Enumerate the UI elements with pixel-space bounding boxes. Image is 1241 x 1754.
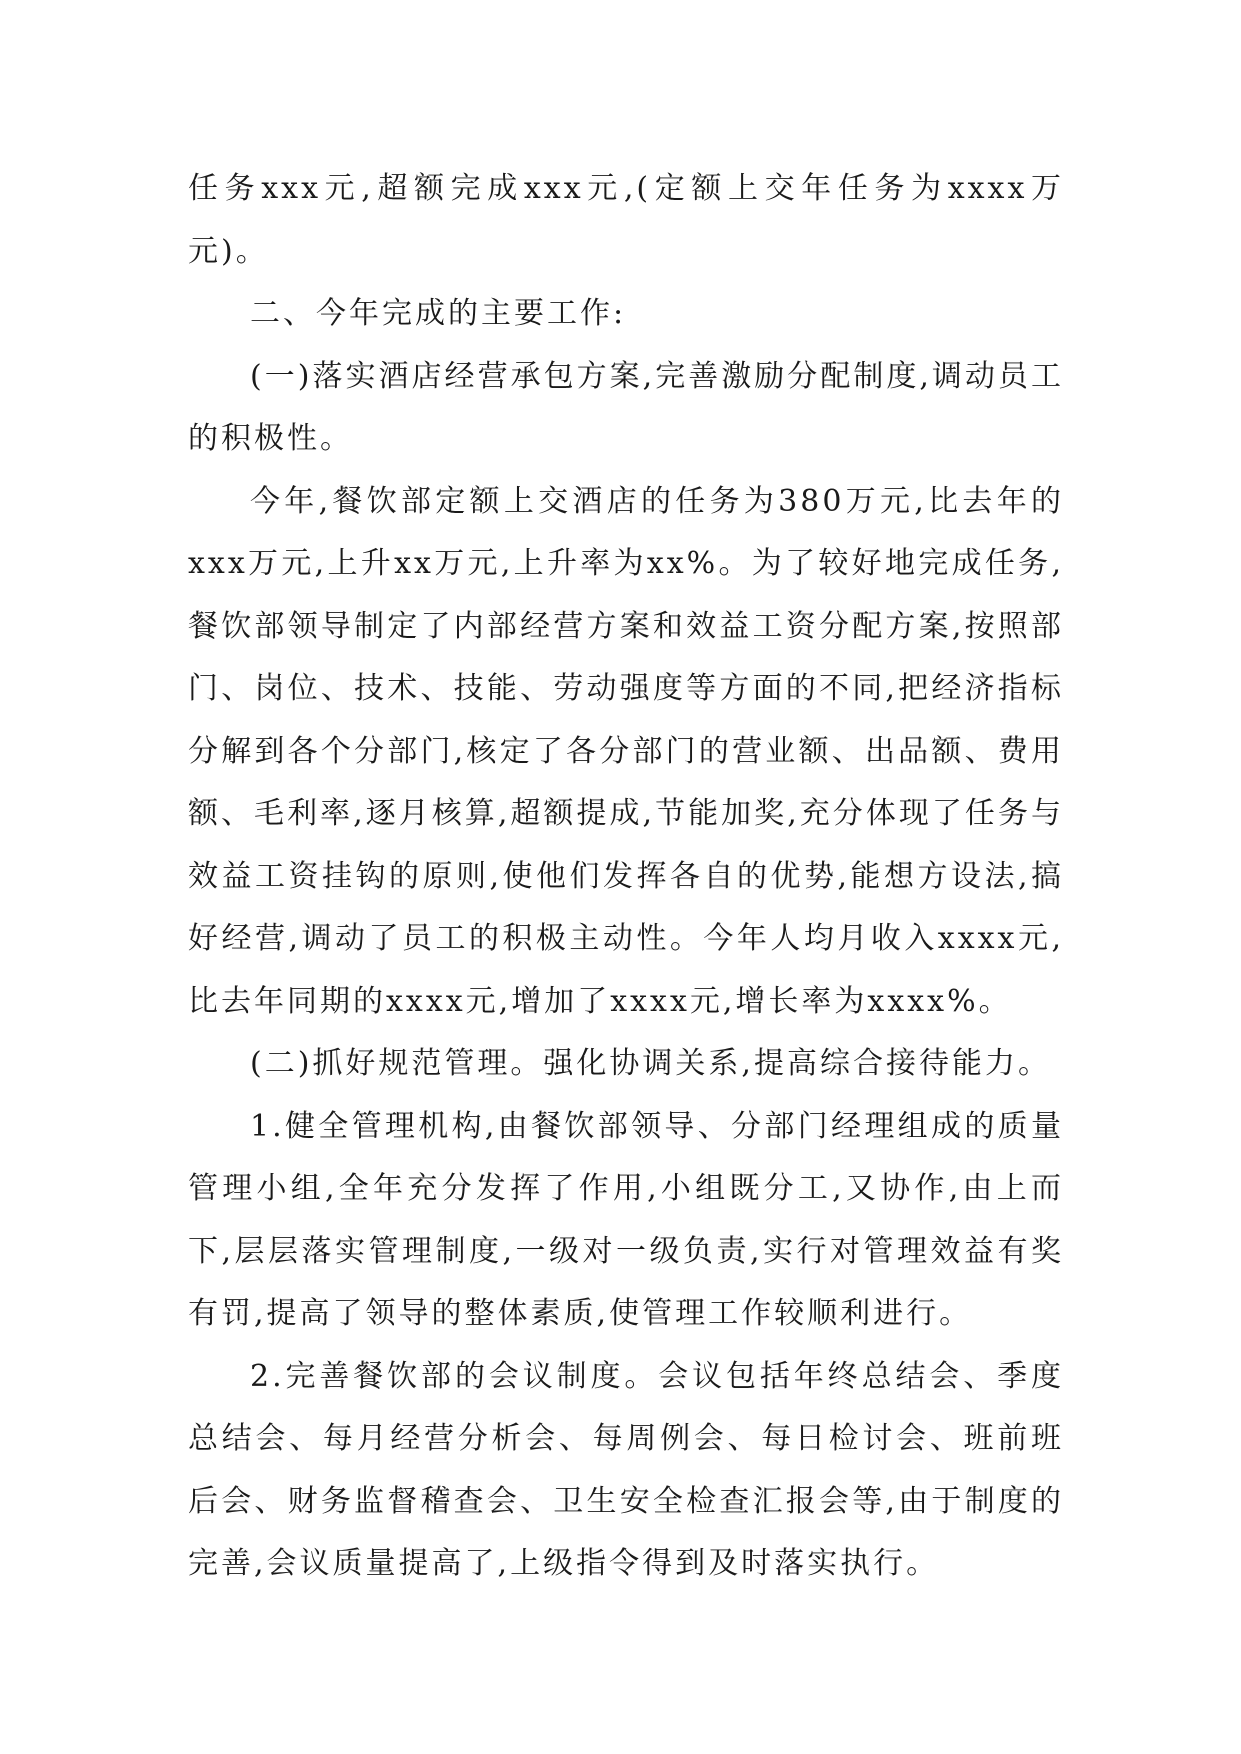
document-body: [188, 158, 1064, 1596]
paragraph-contract-details: 今年,餐饮部定额上交酒店的任务为380万元,比去年的xxx万元,上升xx万元,上升率为xx%。为了较好地完成任务,餐饮部领导制定了内部经营方案和效益工资分配方案,按照部门、岗位、技术、技能、劳动强度等方面的不同,把经济指标分解到各个分部门,核定了各分部门的营业额、出品额、费用额、毛利率,逐月核算,超额提成,节能加奖,充分体现了任务与效益工资挂钩的原则,使他们发挥各自的优势,能想方设法,搞好经营,调动了员工的积极主动性。今年人均月收入xxxx元,比去年同期的xxxx元,增加了xxxx元,增长率为xxxx%。: [188, 483, 1064, 1019]
paragraph-item-1: 1.健全管理机构,由餐饮部领导、分部门经理组成的质量管理小组,全年充分发挥了作用,小组既分工,又协作,由上而下,层层落实管理制度,一级对一级负责,实行对管理效益有奖有罚,提高了领导的整体素质,使管理工作较顺利进行。: [188, 1108, 1064, 1331]
paragraph-item-2: 2.完善餐饮部的会议制度。会议包括年终总结会、季度总结会、每月经营分析会、每周例会、每日检讨会、班前班后会、财务监督稽查会、卫生安全检查汇报会等,由于制度的完善,会议质量提高了,上级指令得到及时落实执行。: [188, 1358, 1064, 1581]
subsection-heading-1: (一)落实酒店经营承包方案,完善激励分配制度,调动员工的积极性。: [188, 358, 1064, 456]
paragraph-task-continuation: 任务xxx元,超额完成xxx元,(定额上交年任务为xxxx万元)。: [188, 171, 1064, 269]
subsection-heading-2: (二)抓好规范管理。强化协调关系,提高综合接待能力。: [250, 1046, 1051, 1081]
section-heading-main-work: 二、今年完成的主要工作:: [250, 296, 627, 331]
